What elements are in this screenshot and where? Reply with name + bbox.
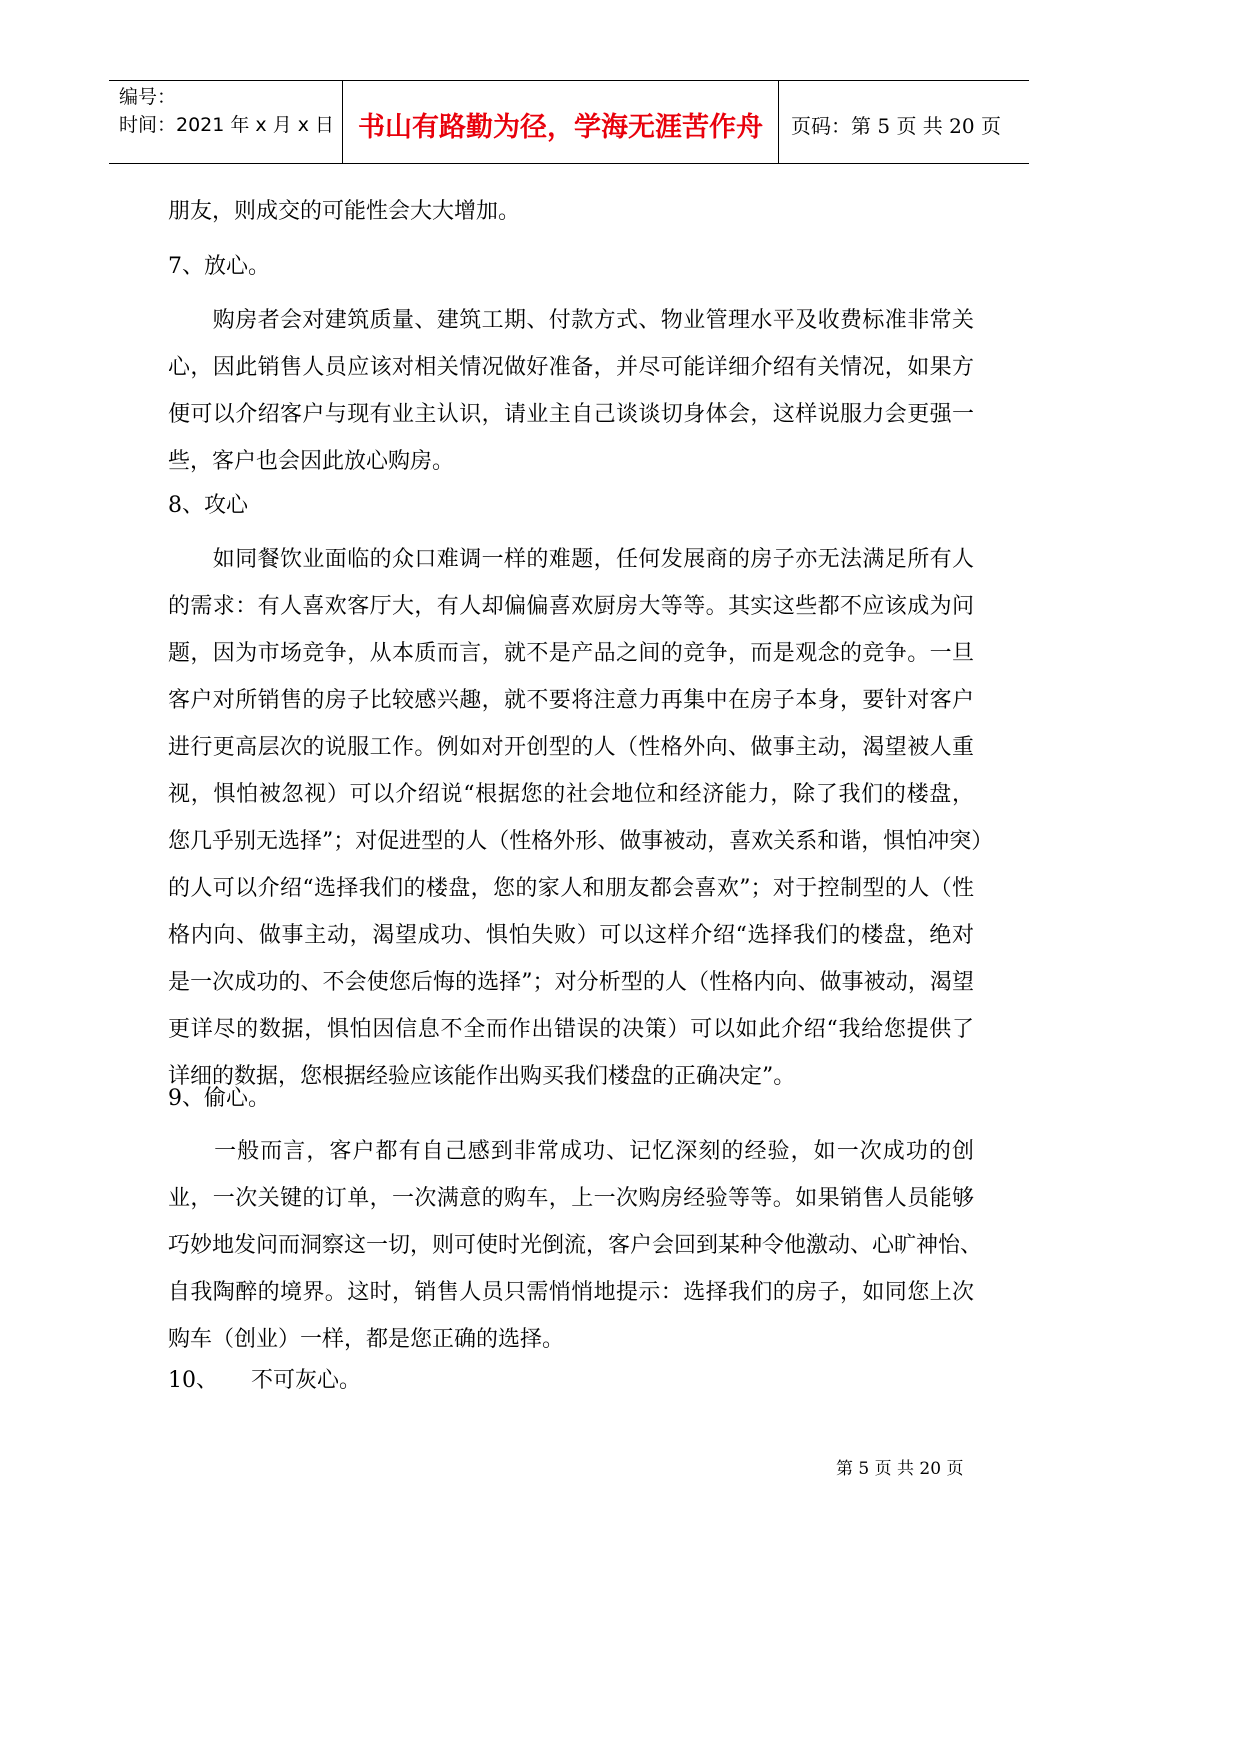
text-line: 巧妙地发问而洞察这一切，则可使时光倒流，客户会回到某种令他激动、心旷神怡、 [168,1233,983,1258]
text-line: 更详尽的数据，惧怕因信息不全而作出错误的决策）可以如此介绍“我给您提供了 [168,1017,974,1042]
section-heading-9: 9、偷心。 [168,1086,270,1111]
paragraph-7 [168,297,974,485]
text-line: 一般而言，客户都有自己感到非常成功、记忆深刻的经验，如一次成功的创 [168,1139,974,1164]
text-line: 题，因为市场竞争，从本质而言，就不是产品之间的竞争，而是观念的竞争。一旦 [168,641,974,666]
page-footer: 第 5 页 共 20 页 [836,1459,964,1479]
text-line: 如同餐饮业面临的众口难调一样的难题，任何发展商的房子亦无法满足所有人 [168,547,974,572]
text-line: 格内向、做事主动，渴望成功、惧怕失败）可以这样介绍“选择我们的楼盘，绝对 [168,923,974,948]
paragraph-continuation [168,188,974,235]
text-line: 便可以介绍客户与现有业主认识，请业主自己谈谈切身体会，这样说服力会更强一 [168,402,974,427]
document-time-label: 时间：2021 年 x 月 x 日 [119,114,335,136]
text-line: 是一次成功的、不会使您后悔的选择”；对分析型的人（性格内向、做事被动，渴望 [168,970,974,995]
header-meta [109,81,343,163]
paragraph-8 [168,536,994,1100]
page-header [109,80,1029,164]
text-line: 购房者会对建筑质量、建筑工期、付款方式、物业管理水平及收费标准非常关 [168,308,974,333]
text-line: 的需求：有人喜欢客厅大，有人却偏偏喜欢厨房大等等。其实这些都不应该成为问 [168,594,974,619]
text-line: 客户对所销售的房子比较感兴趣，就不要将注意力再集中在房子本身，要针对客户 [168,688,974,713]
text-line: 视，惧怕被忽视）可以介绍说“根据您的社会地位和经济能力，除了我们的楼盘， [168,782,974,807]
text-line: 购车（创业）一样，都是您正确的选择。 [168,1327,565,1352]
document-number-label: 编号： [119,86,177,108]
paragraph-9 [168,1128,983,1363]
text-line: 业，一次关键的订单，一次满意的购车，上一次购房经验等等。如果销售人员能够 [168,1186,974,1211]
section-heading-7: 7、放心。 [168,254,270,279]
text-line: 自我陶醉的境界。这时，销售人员只需悄悄地提示：选择我们的房子，如同您上次 [168,1280,974,1305]
text-line: 些，客户也会因此放心购房。 [168,449,455,474]
text-line: 详细的数据，您根据经验应该能作出购买我们楼盘的正确决定”。 [168,1064,796,1089]
text-line: 您几乎别无选择”；对促进型的人（性格外形、做事被动，喜欢关系和谐，惧怕冲突） [168,829,994,854]
text-line: 的人可以介绍“选择我们的楼盘，您的家人和朋友都会喜欢”；对于控制型的人（性 [168,876,974,901]
text-line: 心，因此销售人员应该对相关情况做好准备，并尽可能详细介绍有关情况，如果方 [168,355,974,380]
text-line: 朋友，则成交的可能性会大大增加。 [168,199,521,224]
section-heading-8: 8、攻心 [168,493,248,518]
text-line: 进行更高层次的说服工作。例如对开创型的人（性格外向、做事主动，渴望被人重 [168,735,974,760]
section-heading-10: 10、 不可灰心。 [168,1368,361,1393]
header-motto: 书山有路勤为径，学海无涯苦作舟 [343,81,779,163]
header-page-label: 页码：第 5 页 共 20 页 [791,113,1001,138]
